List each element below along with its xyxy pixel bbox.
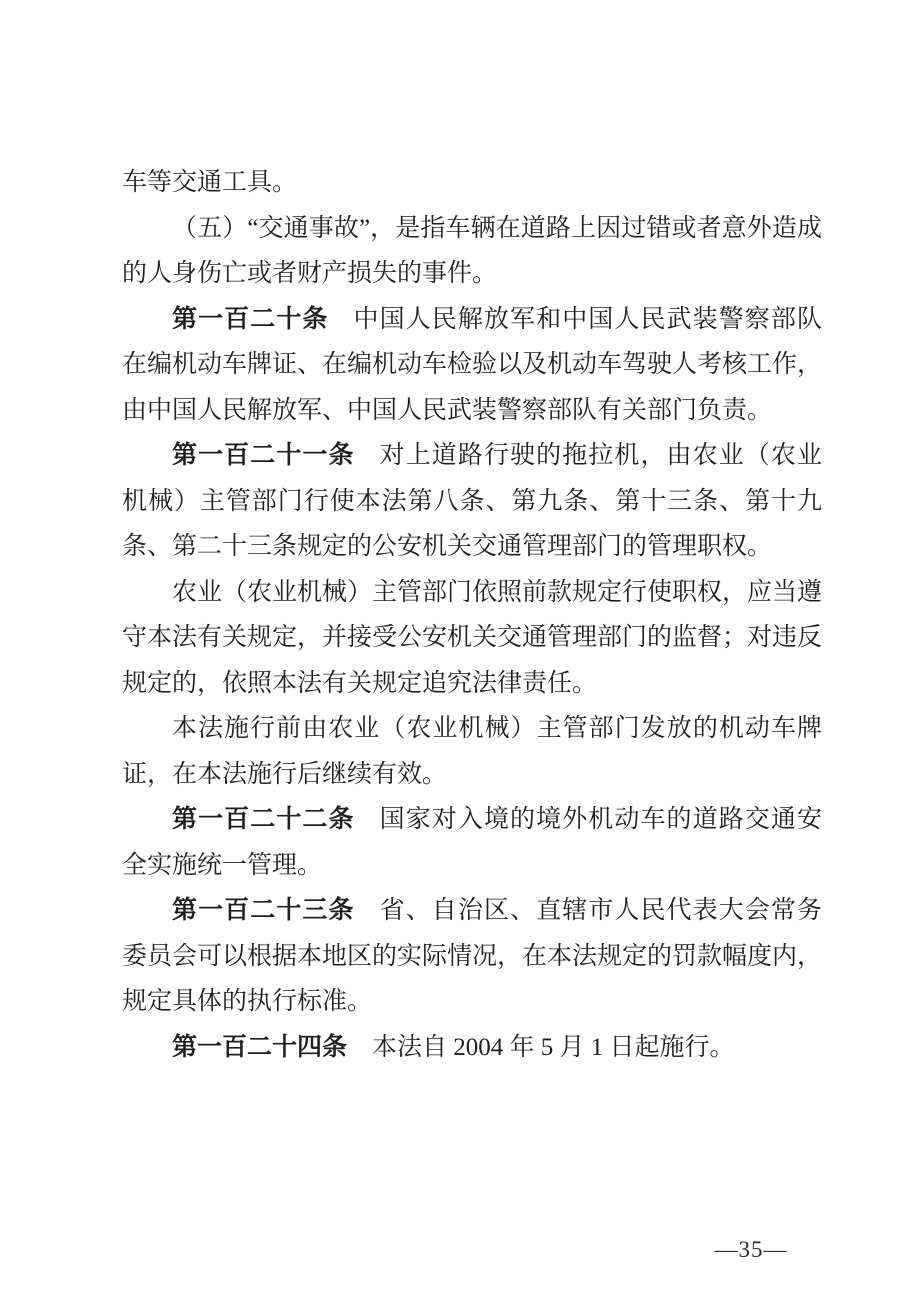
paragraph-text: 本法施行前由农业（农业机械）主管部门发放的机动车牌证，在本法施行后继续有效。 [122, 715, 822, 788]
paragraph [122, 570, 822, 707]
article-number: 第一百二十条 [172, 305, 329, 333]
paragraph-article-121 [122, 433, 822, 570]
document-body [122, 160, 822, 1070]
paragraph-text: 国家对入境的境外机动车的道路交通安全实施统一管理。 [122, 806, 822, 879]
page-number: —35— [714, 1237, 788, 1262]
article-number: 第一百二十三条 [172, 897, 355, 924]
article-number: 第一百二十二条 [172, 806, 355, 833]
paragraph-text: 农业（农业机械）主管部门依照前款规定行使职权，应当遵守本法有关规定，并接受公安机关交通管理部门的监督；对违反规定的，依照本法有关规定追究法律责任。 [122, 578, 823, 697]
paragraph-text: 对上道路行驶的拖拉机，由农业（农业机械）主管部门行使本法第八条、第九条、第十三条、第十九条、第二十三条规定的公安机关交通管理部门的管理职权。 [122, 442, 822, 560]
paragraph-article-122 [122, 797, 822, 888]
paragraph [122, 206, 822, 297]
paragraph-text: 车等交通工具。 [122, 169, 298, 196]
article-number: 第一百二十一条 [172, 442, 355, 469]
paragraph [122, 706, 822, 797]
paragraph-text: 省、自治区、直辖市人民代表大会常务委员会可以根据本地区的实际情况，在本法规定的罚款幅度内，规定具体的执行标准。 [122, 897, 823, 1015]
paragraph-article-124 [122, 1025, 822, 1071]
paragraph-article-123 [122, 888, 822, 1025]
paragraph-text: 本法自 2004 年 5 月 1 日起施行。 [372, 1033, 735, 1061]
paragraph [122, 160, 822, 206]
article-number: 第一百二十四条 [172, 1033, 348, 1061]
paragraph-article-120 [122, 297, 822, 434]
paragraph-text: （五）“交通事故”，是指车辆在道路上因过错或者意外造成的人身伤亡或者财产损失的事件。 [122, 214, 822, 287]
paragraph-text: 中国人民解放军和中国人民武装警察部队在编机动车牌证、在编机动车检验以及机动车驾驶人考核工作，由中国人民解放军、中国人民武装警察部队有关部门负责。 [122, 305, 823, 424]
